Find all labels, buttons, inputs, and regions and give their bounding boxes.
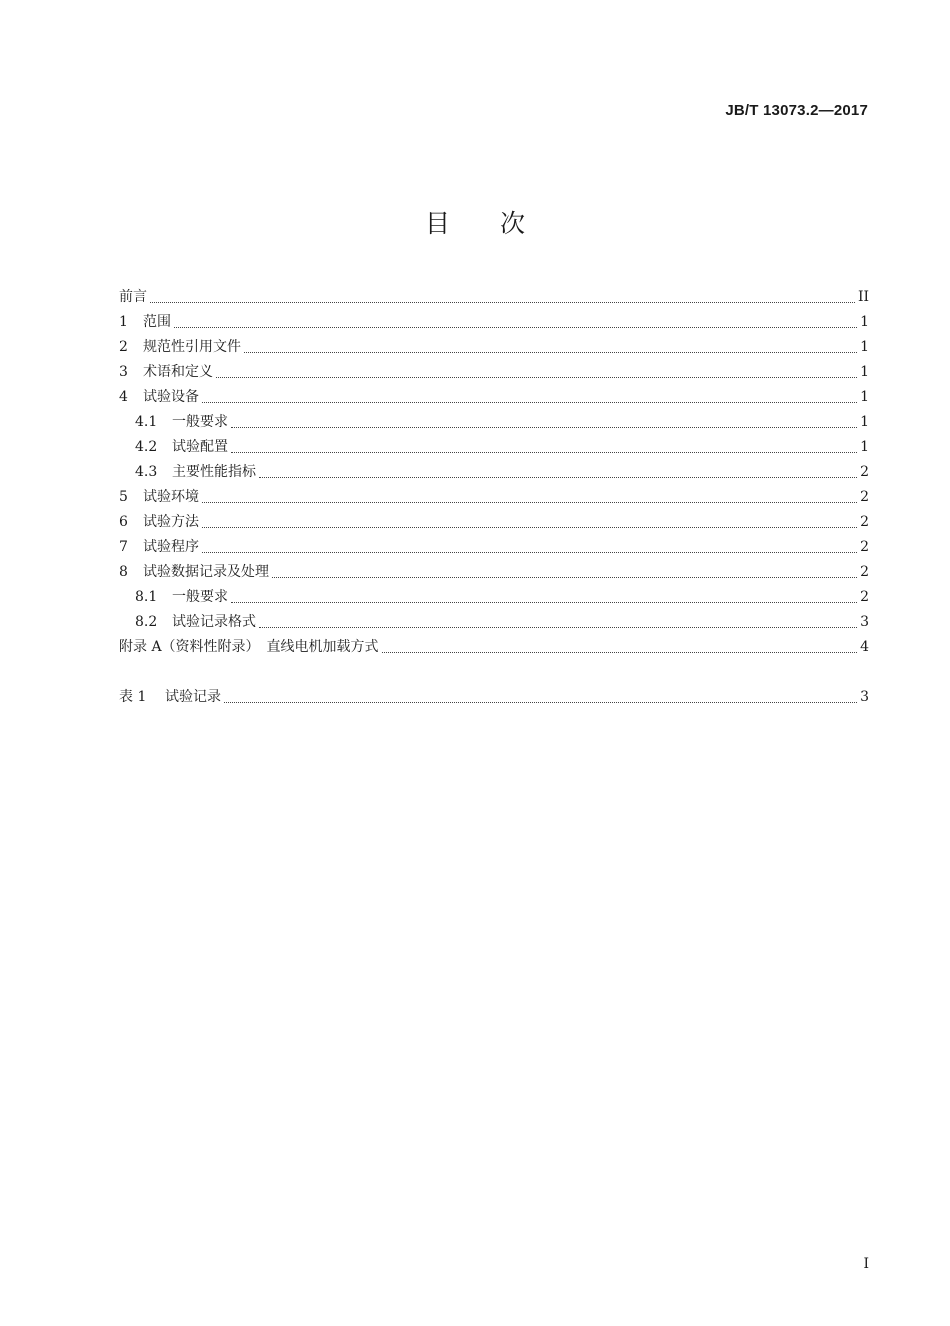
- toc-entry-number: 7: [119, 539, 128, 555]
- toc-entry-number: 8: [119, 564, 128, 580]
- toc-entry-page: II: [857, 289, 869, 305]
- dot-leader: [231, 602, 857, 603]
- toc-entry-page: 3: [860, 689, 869, 705]
- dot-leader: [202, 527, 857, 528]
- page-number: I: [863, 1256, 869, 1272]
- toc-entry[interactable]: [119, 560, 869, 585]
- toc-entry-page: 2: [860, 489, 869, 505]
- dot-leader: [216, 377, 857, 378]
- toc-entry[interactable]: [119, 310, 869, 335]
- dot-leader: [202, 502, 857, 503]
- toc-entry-number: 4: [119, 389, 128, 405]
- toc-entry-label: 一般要求: [172, 589, 228, 605]
- toc-entry-page: 4: [860, 639, 869, 655]
- toc-entry-label: 试验方法: [143, 514, 199, 530]
- dot-leader: [150, 302, 855, 303]
- dot-leader: [224, 702, 857, 703]
- dot-leader: [231, 427, 857, 428]
- dot-leader: [259, 477, 857, 478]
- toc-entry-appendix[interactable]: [119, 635, 869, 660]
- toc-entry[interactable]: [119, 285, 869, 310]
- toc-entry[interactable]: [119, 585, 869, 610]
- toc-entry[interactable]: [119, 535, 869, 560]
- dot-leader: [202, 402, 857, 403]
- toc-entry-page: 2: [860, 514, 869, 530]
- toc-entry-label: 范围: [143, 314, 171, 330]
- toc-entry-number: 1: [119, 314, 128, 330]
- toc-entry-page: 1: [860, 339, 869, 355]
- toc-entry-page: 3: [860, 614, 869, 630]
- toc-entry-number: 2: [119, 339, 128, 355]
- toc-entry-number: 表 1: [119, 689, 147, 705]
- dot-leader: [272, 577, 857, 578]
- toc-entry-table[interactable]: [119, 685, 869, 710]
- toc-entry[interactable]: [119, 360, 869, 385]
- title-char-right: 次: [500, 209, 526, 238]
- toc-entry-label: 试验设备: [143, 389, 199, 405]
- toc-entry-number: 6: [119, 514, 128, 530]
- toc-entry-number: 8.1: [135, 589, 158, 605]
- toc-entry-page: 2: [860, 464, 869, 480]
- standard-code: JB/T 13073.2—2017: [725, 102, 868, 119]
- toc-entry[interactable]: [119, 610, 869, 635]
- toc-entry[interactable]: [119, 435, 869, 460]
- toc-entry-page: 2: [860, 564, 869, 580]
- toc-entry-page: 1: [860, 389, 869, 405]
- toc-entry[interactable]: [119, 385, 869, 410]
- toc-entry-label: 一般要求: [172, 414, 228, 430]
- toc-entry-label: 术语和定义: [143, 364, 213, 380]
- toc-entry-page: 2: [860, 539, 869, 555]
- toc-entry-label: 试验程序: [143, 539, 199, 555]
- toc-entry-number: 8.2: [135, 614, 158, 630]
- toc-entry-number: 3: [119, 364, 128, 380]
- toc-entry-number: 4.3: [135, 464, 158, 480]
- toc-entry[interactable]: [119, 460, 869, 485]
- toc-entry-label: 规范性引用文件: [143, 339, 241, 355]
- toc-entry-label: 试验记录格式: [172, 614, 256, 630]
- toc-entry-label: 主要性能指标: [172, 464, 256, 480]
- dot-leader: [244, 352, 857, 353]
- toc-entry[interactable]: [119, 335, 869, 360]
- dot-leader: [231, 452, 857, 453]
- dot-leader: [382, 652, 858, 653]
- toc-entry[interactable]: [119, 485, 869, 510]
- toc-entry-page: 1: [860, 414, 869, 430]
- toc-entry-label: 试验配置: [172, 439, 228, 455]
- toc-entry-label: 前言: [119, 289, 147, 305]
- toc-entry-page: 2: [860, 589, 869, 605]
- dot-leader: [174, 327, 857, 328]
- toc-entry-number: 4.2: [135, 439, 158, 455]
- page-title: [0, 204, 950, 240]
- toc-entry-page: 1: [860, 314, 869, 330]
- toc-entry-number: 5: [119, 489, 128, 505]
- table-of-contents: [119, 285, 869, 710]
- toc-entry-page: 1: [860, 364, 869, 380]
- toc-entry-page: 1: [860, 439, 869, 455]
- toc-entry[interactable]: [119, 510, 869, 535]
- toc-entry-label: 附录 A（资料性附录） 直线电机加载方式: [119, 639, 379, 655]
- toc-entry[interactable]: [119, 410, 869, 435]
- toc-entry-label: 试验记录: [165, 689, 221, 705]
- dot-leader: [202, 552, 857, 553]
- toc-entry-label: 试验数据记录及处理: [143, 564, 269, 580]
- title-char-left: 目: [424, 209, 450, 238]
- toc-entry-number: 4.1: [135, 414, 158, 430]
- toc-entry-label: 试验环境: [143, 489, 199, 505]
- dot-leader: [259, 627, 857, 628]
